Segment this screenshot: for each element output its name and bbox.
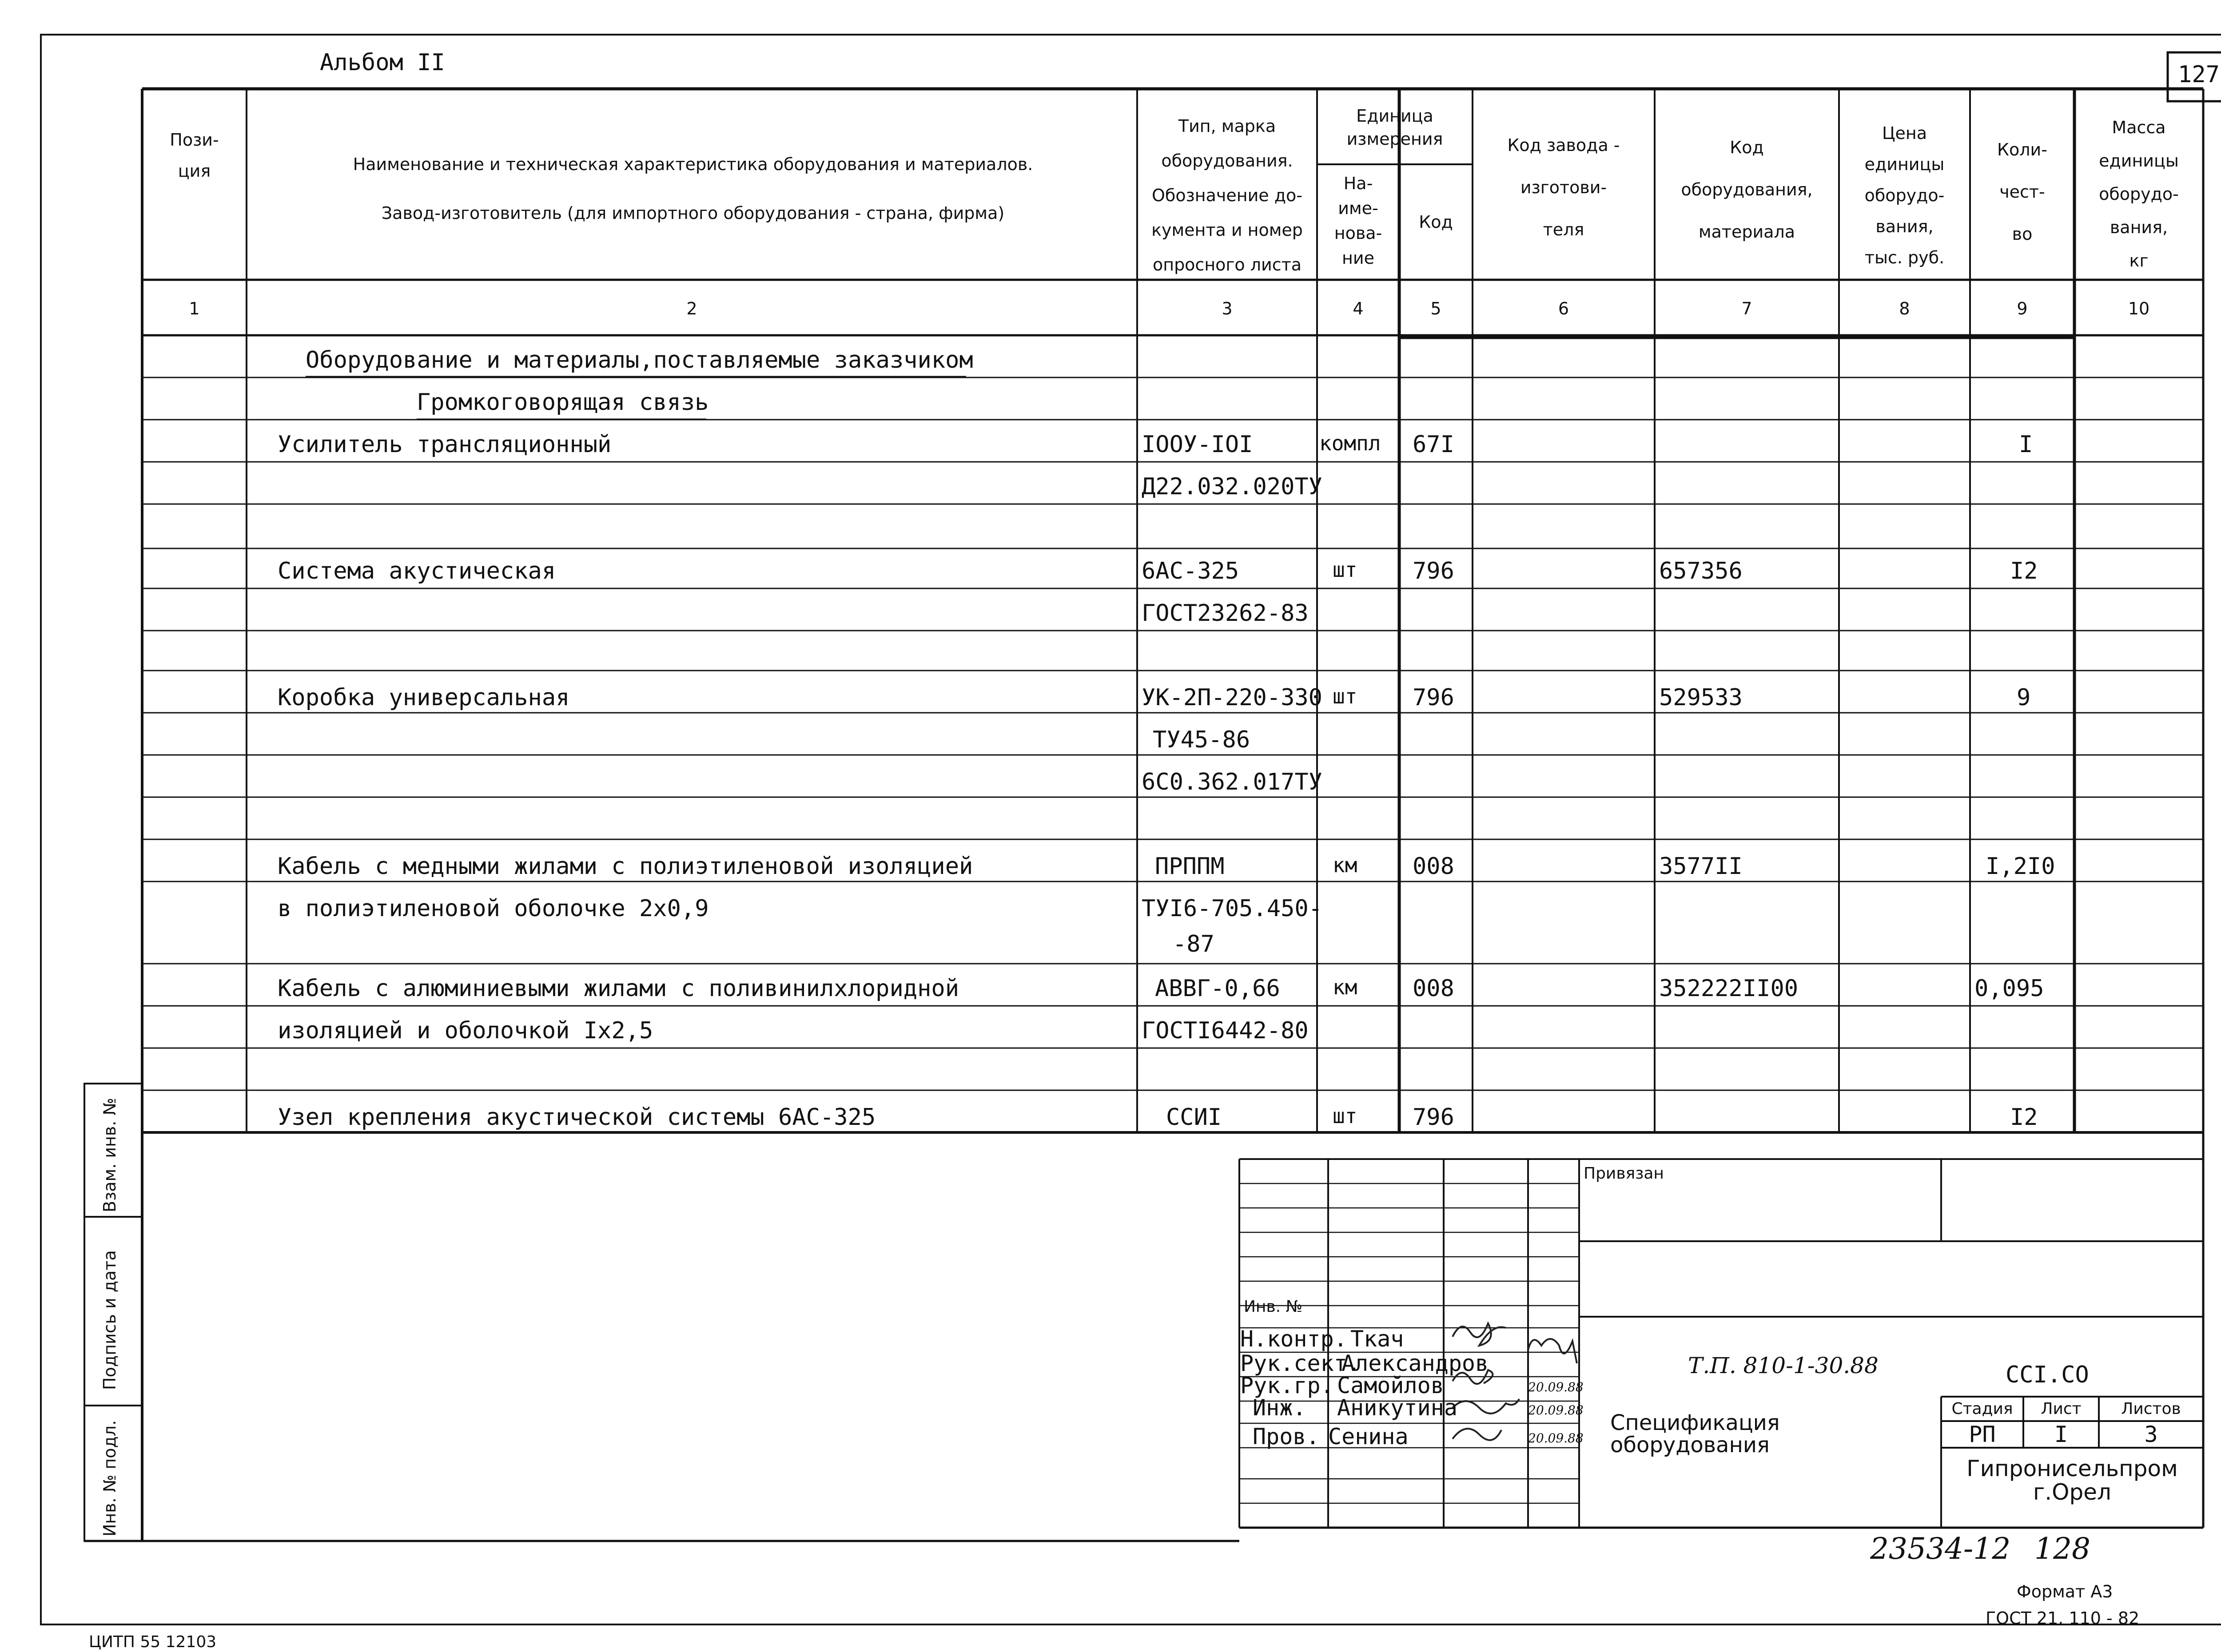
- item-name: Кабель с медными жилами с полиэтиленовой изоляцией: [278, 853, 973, 880]
- item-unit-code: 67I: [1413, 431, 1454, 458]
- item-name: Система акустическая: [278, 558, 556, 584]
- col-number: 6: [1558, 299, 1569, 318]
- format-label: Формат А3: [2017, 1582, 2113, 1601]
- item-material-code: 3577II: [1659, 853, 1743, 880]
- item-quantity: 0,095: [1974, 975, 2044, 1002]
- org-name: Гипронисельпром: [1966, 1456, 2178, 1481]
- col-number: 4: [1353, 299, 1364, 318]
- org-city: г.Орел: [2033, 1479, 2111, 1505]
- inv-no-label: Инв. №: [1244, 1298, 1303, 1316]
- item-name: Громкоговорящая связь: [417, 389, 709, 416]
- col-number: 5: [1430, 299, 1441, 318]
- header-col-6: Код завода - изготови- теля: [1507, 135, 1620, 239]
- header-col-9: Коли- чест- во: [1997, 140, 2047, 244]
- item-unit: шт: [1333, 558, 1357, 582]
- item-type: 6С0.362.017ТУ: [1142, 769, 1322, 795]
- col-number: 7: [1741, 299, 1752, 318]
- col-number: 2: [686, 299, 697, 318]
- item-material-code: 657356: [1659, 558, 1743, 584]
- doc-title-line1: Спецификация: [1610, 1410, 1780, 1435]
- item-name: Коробка универсальная: [278, 684, 570, 711]
- item-material-code: 352222II00: [1659, 975, 1799, 1002]
- stage-value: РП: [1969, 1422, 1996, 1447]
- privyazan-label: Привязан: [1584, 1164, 1664, 1183]
- col-number: 9: [2017, 299, 2028, 318]
- signer-date: 20.09.88: [1528, 1380, 1584, 1394]
- header-col-7: Код оборудования, материала: [1681, 138, 1813, 242]
- signer-role: Рук.гр.: [1240, 1373, 1334, 1398]
- item-quantity: I,2I0: [1986, 853, 2055, 880]
- sheet-label: Лист: [2041, 1400, 2082, 1418]
- col-number: 3: [1222, 299, 1233, 318]
- item-unit-code: 008: [1413, 975, 1454, 1002]
- sheets-value: 3: [2144, 1422, 2158, 1447]
- item-type: -87: [1173, 931, 1214, 957]
- item-type: АВВГ-0,66: [1155, 975, 1280, 1002]
- signer-name: Аникутина: [1337, 1395, 1457, 1421]
- item-name: Кабель с алюминиевыми жилами с поливинилхлоридной: [278, 975, 959, 1002]
- gost-label: ГОСТ 21. 110 - 82: [1986, 1608, 2140, 1628]
- album-label: Альбом II: [320, 49, 445, 76]
- item-name: Усилитель трансляционный: [278, 431, 612, 458]
- signer-name: Ткач: [1350, 1326, 1404, 1352]
- header-col-10: Масса единицы оборудо- вания, кг: [2099, 118, 2179, 270]
- doc-title-line2: оборудования: [1610, 1433, 1770, 1457]
- item-type: УК-2П-220-330: [1142, 684, 1322, 711]
- item-quantity: 9: [2017, 684, 2031, 711]
- header-col-5: Код: [1419, 212, 1453, 232]
- item-unit: км: [1333, 853, 1357, 877]
- signer-role: Рук.сект.: [1240, 1350, 1361, 1376]
- item-quantity: I2: [2010, 558, 2038, 584]
- col-number: 10: [2128, 299, 2150, 318]
- stamp-podpis-data: Подпись и дата: [100, 1250, 119, 1390]
- item-unit-code: 796: [1413, 684, 1454, 711]
- footer-code: ЦИТП 55 12103: [89, 1633, 217, 1651]
- item-type: ГОСТ23262-83: [1142, 600, 1309, 627]
- header-unit-group: Единица измерения: [1346, 106, 1443, 149]
- handwritten-page: 128: [2034, 1532, 2090, 1566]
- signer-name: Сенина: [1328, 1424, 1409, 1449]
- item-type: ТУI6-705.450-: [1142, 895, 1322, 922]
- signer-date: 20.09.88: [1528, 1403, 1584, 1418]
- stamp-inv-podl: Инв. № подл.: [100, 1420, 119, 1537]
- item-unit: компл: [1319, 431, 1381, 455]
- item-unit-code: 008: [1413, 853, 1454, 880]
- handwritten-number: 23534-12: [1870, 1532, 2011, 1566]
- signer-name: Самойлов: [1337, 1373, 1444, 1398]
- signer-role: Н.контр.: [1240, 1326, 1347, 1352]
- col-number: 1: [189, 299, 200, 318]
- item-unit: шт: [1333, 684, 1357, 708]
- header-col-4: На- име- нова- ние: [1334, 174, 1382, 268]
- header-col-1: Пози- ция: [170, 130, 219, 181]
- item-type: IOOУ-IOI: [1142, 431, 1253, 458]
- project-code: Т.П. 810-1-30.88: [1688, 1353, 1879, 1378]
- stage-label: Стадия: [1951, 1400, 2013, 1418]
- signer-name: Александров: [1341, 1350, 1489, 1376]
- signer-date: 20.09.88: [1528, 1431, 1584, 1446]
- item-unit-code: 796: [1413, 1104, 1454, 1131]
- item-type: ТУ45-86: [1153, 727, 1250, 753]
- item-material-code: 529533: [1659, 684, 1743, 711]
- header-col-2: Наименование и техническая характеристика оборудования и материалов. Завод-изготовитель (для импортного оборудования - страна, фирма): [353, 155, 1033, 223]
- col-number: 8: [1899, 299, 1910, 318]
- item-type: ГОСТI6442-80: [1142, 1017, 1309, 1044]
- stamp-vzam-inv: Взам. инв. №: [100, 1097, 119, 1212]
- sheet-value: I: [2054, 1422, 2068, 1447]
- header-col-3: Тип, марка оборудования. Обозначение до- кумента и номер опросного листа: [1151, 116, 1303, 274]
- item-name: Узел крепления акустической системы 6АС-325: [278, 1104, 876, 1131]
- item-unit: шт: [1333, 1104, 1357, 1128]
- item-unit: км: [1333, 975, 1357, 999]
- item-type: Д22.032.020ТУ: [1142, 473, 1322, 500]
- page-number: 127: [2178, 61, 2220, 88]
- item-unit-code: 796: [1413, 558, 1454, 584]
- sheets-label: Листов: [2121, 1400, 2181, 1418]
- item-quantity: I: [2019, 431, 2033, 458]
- item-quantity: I2: [2010, 1104, 2038, 1131]
- header-col-8: Цена единицы оборудо- вания, тыс. руб.: [1864, 123, 1945, 267]
- signer-role: Пров.: [1253, 1424, 1320, 1449]
- item-name: Оборудование и материалы,поставляемые заказчиком: [306, 347, 973, 373]
- item-name: изоляцией и оболочкой Iх2,5: [278, 1017, 653, 1044]
- signer-role: Инж.: [1253, 1395, 1306, 1421]
- item-type: 6АС-325: [1142, 558, 1239, 584]
- item-name: в полиэтиленовой оболочке 2х0,9: [278, 895, 709, 922]
- doc-code: ССI.СО: [2006, 1362, 2089, 1388]
- item-type: ПРППМ: [1155, 853, 1225, 880]
- item-type: ССИI: [1166, 1104, 1222, 1131]
